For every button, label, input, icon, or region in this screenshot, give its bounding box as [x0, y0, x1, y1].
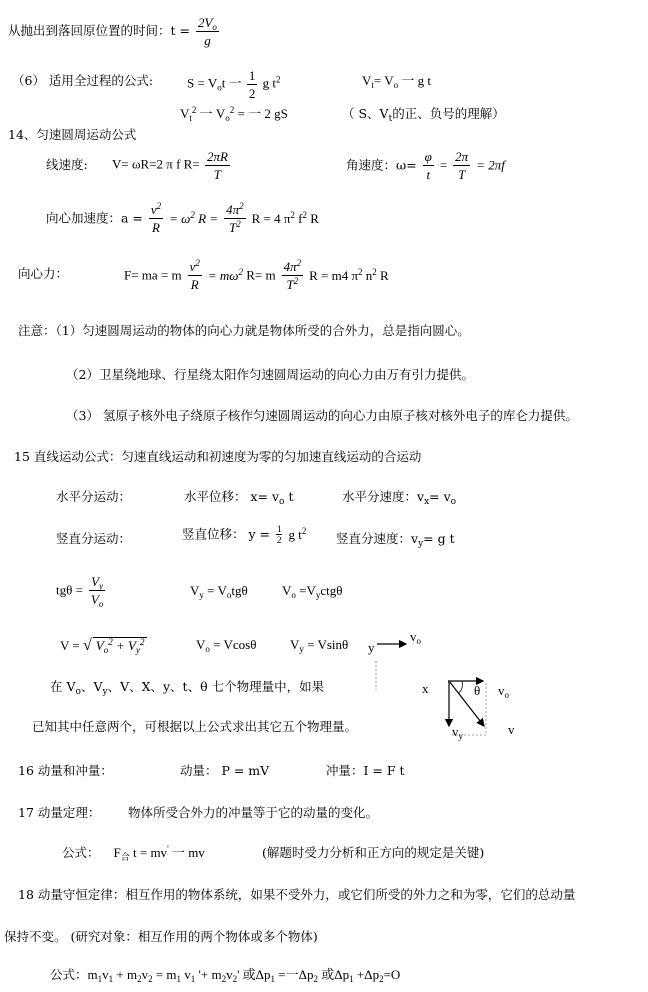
- intro-label: 从抛出到落回原位置的时间：t =: [8, 23, 190, 38]
- momentum-conservation-formula: 公式：$m_1v_1 + m_2v_2 = m_1$ $v_1$ '+ $m_2v_2'$ 或$\Delta p_1$ =一$\Delta p_2$ 或$\Delta p_1 +\Delta p_2=O$: [50, 967, 401, 984]
- diagram-vy-label: $v_y$: [452, 724, 463, 741]
- sec17-label: 17 动量定理：: [18, 805, 101, 820]
- sec18-line-1: 18 动量守恒定律：相互作用的物体系统，如果不受外力，或它们所受的外力之和为零，它们的总动量: [18, 887, 576, 902]
- horizontal-displacement: 水平位移： $x= v_o$ t: [184, 489, 294, 507]
- linear-velocity-label: 线速度:: [46, 157, 88, 172]
- sec15-title: 15 直线运动公式：匀速直线运动和初速度为零的匀加速直线运动的合运动: [14, 449, 422, 464]
- impulse-formula: 冲量：I = F t: [326, 763, 405, 778]
- sec15-paragraph-1: 在 $V_o$、$V_y$、V、X、y、t、θ 七个物理量中，如果: [50, 679, 325, 697]
- vertical-displacement: 竖直位移： y = $\frac{1}{2}$ g $t^2$: [182, 524, 307, 545]
- diagram-y-label: y: [368, 640, 375, 655]
- momentum-theorem-formula: 公式： $F_合$ t = mv' 一 mv: [62, 844, 205, 862]
- diagram-x-label: x: [422, 681, 429, 696]
- sec15-paragraph-2: 已知其中任意两个，可根据以上公式求出其它五个物理量。: [32, 719, 358, 734]
- vy-tan-relation: $V_y = V_otg\theta$: [190, 583, 248, 600]
- diagram-theta-label: θ: [474, 683, 481, 698]
- resultant-velocity-arrow: [449, 681, 484, 726]
- sec14-note-3: （3） 氢原子核外电子绕原子核作匀速圆周运动的向心力由原子核对核外电子的库仑力提供。: [66, 408, 578, 423]
- vy-sin-formula: $V_y = Vsin\theta$: [290, 637, 349, 654]
- sec16-label: 16 动量和冲量：: [18, 763, 113, 778]
- linear-velocity-formula: V= ωR=2 π f R= $\frac{2\pi R}{T}$: [112, 149, 228, 182]
- resultant-velocity-formula: V = √ $V_o^2 + V_y^2$: [60, 637, 147, 654]
- diagram-v-label: v: [508, 722, 515, 737]
- sec6-label: （6） 适用全过程的公式:: [12, 73, 154, 88]
- sec6-sign-note: （ S、$V_t$的正、负号的理解）: [342, 106, 505, 124]
- vo-cos-formula: $V_o = Vcos\theta$: [196, 637, 257, 654]
- diagram-vo-top-label: $v_o$: [410, 629, 421, 646]
- sec6-formula-displacement: $S = V_ot$ 一 $\frac{1}{2}$ g $t^2$: [187, 68, 281, 101]
- momentum-theorem-text: 物体所受合外力的冲量等于它的动量的变化。: [128, 805, 379, 820]
- centripetal-force-label: 向心力：: [18, 266, 69, 281]
- momentum-formula: 动量： P = mV: [180, 763, 270, 778]
- tan-theta-formula: tgθ = $\frac{V_y}{V_o}$: [56, 574, 104, 609]
- sec14-title: 14、匀速圆周运动公式: [8, 127, 137, 142]
- theta-arc: [459, 681, 462, 693]
- vertical-motion-label: 竖直分运动：: [56, 531, 132, 546]
- vertical-velocity: 竖直分速度：$v_y= g$ t: [336, 531, 455, 549]
- angular-velocity-formula: 角速度：ω= $\frac{\varphi}{t}$ = $\frac{2\pi}{T}$ = 2πf: [346, 149, 505, 182]
- momentum-theorem-note: (解题时受力分析和正方向的规定是关键): [262, 845, 485, 860]
- sec14-note-1: 注意：（1）匀速圆周运动的物体的向心力就是物体所受的合外力，总是指向圆心。: [18, 323, 470, 338]
- sec6-formula-vsquared: $V_t^2$ 一 $V_o^2$ = 一 2 gS: [180, 105, 288, 123]
- centripetal-acceleration-formula: 向心加速度：a = $\frac{v^2}{R}$ = $\omega^2$ R = $\frac{4\pi^2}{T^2}$ R = 4 $\pi^2$ $f^2$ R: [46, 201, 319, 235]
- diagram-vo-label: $v_o$: [498, 683, 509, 700]
- sec6-formula-velocity: $V_t= V_o$ 一 g t: [362, 73, 432, 90]
- horizontal-velocity: 水平分速度：$v_x= v_o$: [342, 489, 457, 507]
- horizontal-motion-label: 水平分运动：: [56, 489, 132, 504]
- centripetal-force-formula: F= ma = m $\frac{v^2}{R}$ = $m\omega^2$ R= m $\frac{4\pi^2}{T^2}$ R = m4 $\pi^2$ $n^2$ R: [124, 258, 389, 292]
- vo-cot-relation: $V_o =V_yctg\theta$: [282, 583, 343, 600]
- sec18-line-2: 保持不变。 (研究对象：相互作用的两个物体或多个物体): [4, 929, 318, 944]
- fall-time-fraction: $\frac{2V_o}{g}$: [197, 15, 217, 48]
- sec14-note-2: （2）卫星绕地球、行星绕太阳作匀速圆周运动的向心力由万有引力提供。: [66, 367, 474, 382]
